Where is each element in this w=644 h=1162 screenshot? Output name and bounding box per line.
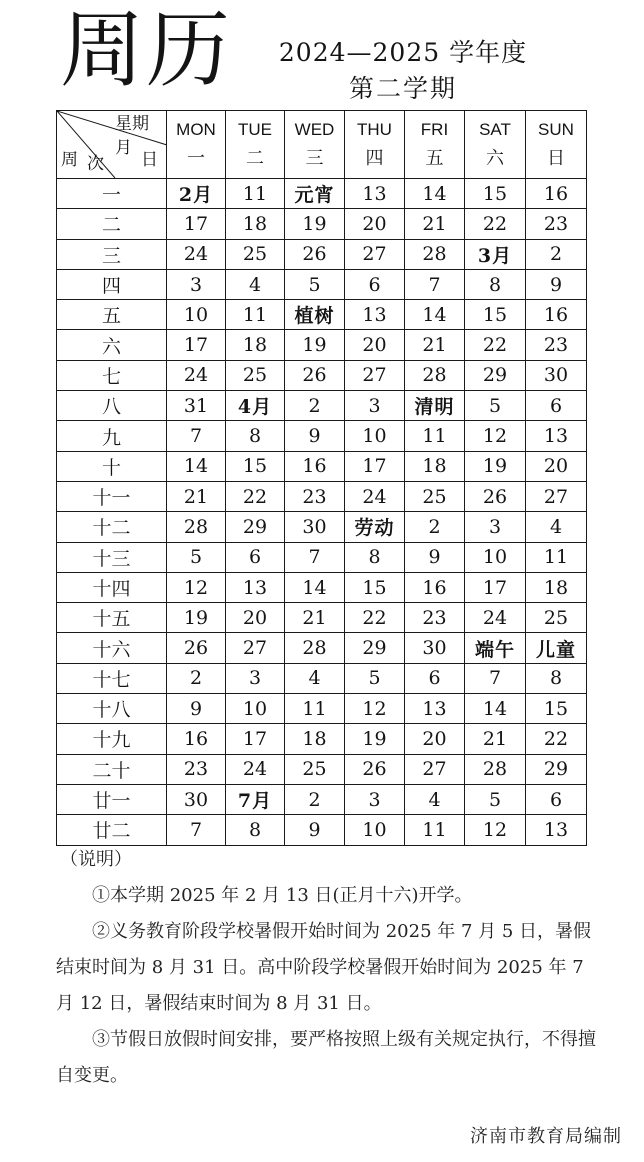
corner-zhou: 周 — [61, 150, 78, 170]
date-cell: 清明 — [405, 391, 465, 421]
date-cell: 12 — [465, 421, 526, 451]
date-cell: 20 — [345, 209, 405, 239]
date-cell: 27 — [226, 633, 285, 663]
date-cell: 端午 — [465, 633, 526, 663]
term-label: 第二学期 — [348, 74, 457, 103]
date-cell: 21 — [465, 724, 526, 754]
week-row — [57, 391, 587, 421]
date-cell: 26 — [285, 239, 345, 269]
date-cell: 8 — [345, 542, 405, 572]
date-cell: 25 — [226, 239, 285, 269]
date-cell: 11 — [405, 815, 465, 845]
week-number-cell: 四 — [57, 269, 167, 299]
date-cell: 28 — [465, 754, 526, 784]
week-row — [57, 300, 587, 330]
header-row — [57, 111, 587, 179]
week-row — [57, 694, 587, 724]
week-number-cell: 九 — [57, 421, 167, 451]
date-cell: 30 — [167, 784, 226, 814]
date-cell: 9 — [167, 694, 226, 724]
date-cell: 12 — [345, 694, 405, 724]
week-number-cell: 廿二 — [57, 815, 167, 845]
week-row — [57, 542, 587, 572]
date-cell: 13 — [405, 694, 465, 724]
date-cell: 6 — [405, 663, 465, 693]
note-item: ①本学期 2025 年 2 月 13 日(正月十六)开学。 — [92, 885, 473, 906]
day-header-mon: MON 一 — [167, 111, 226, 179]
week-number-cell: 十三 — [57, 542, 167, 572]
date-cell: 2月 — [167, 179, 226, 209]
date-cell: 3 — [167, 269, 226, 299]
date-cell: 30 — [405, 633, 465, 663]
date-cell: 21 — [285, 603, 345, 633]
date-cell: 22 — [526, 724, 587, 754]
date-cell: 8 — [465, 269, 526, 299]
date-cell: 21 — [167, 481, 226, 511]
date-cell: 17 — [345, 451, 405, 481]
week-row — [57, 512, 587, 542]
week-number-cell: 十二 — [57, 512, 167, 542]
date-cell: 17 — [167, 209, 226, 239]
corner-yue: 月 — [115, 138, 132, 158]
date-cell: 14 — [465, 694, 526, 724]
date-cell: 24 — [226, 754, 285, 784]
date-cell: 25 — [526, 603, 587, 633]
date-cell: 5 — [465, 784, 526, 814]
date-cell: 18 — [526, 572, 587, 602]
date-cell: 18 — [226, 330, 285, 360]
date-cell: 22 — [345, 603, 405, 633]
date-cell: 17 — [226, 724, 285, 754]
week-number-cell: 二十 — [57, 754, 167, 784]
date-cell: 17 — [167, 330, 226, 360]
date-cell: 16 — [285, 451, 345, 481]
date-cell: 14 — [405, 179, 465, 209]
date-cell: 13 — [345, 179, 405, 209]
date-cell: 20 — [526, 451, 587, 481]
date-cell: 18 — [285, 724, 345, 754]
date-cell: 28 — [167, 512, 226, 542]
date-cell: 11 — [526, 542, 587, 572]
date-cell: 9 — [405, 542, 465, 572]
date-cell: 12 — [167, 572, 226, 602]
date-cell: 15 — [465, 300, 526, 330]
date-cell: 22 — [465, 330, 526, 360]
week-row — [57, 754, 587, 784]
date-cell: 27 — [345, 360, 405, 390]
week-row — [57, 330, 587, 360]
date-cell: 15 — [345, 572, 405, 602]
week-number-cell: 廿一 — [57, 784, 167, 814]
corner-ri: 日 — [141, 150, 158, 170]
date-cell: 25 — [226, 360, 285, 390]
date-cell: 26 — [167, 633, 226, 663]
date-cell: 12 — [465, 815, 526, 845]
week-calendar-table — [56, 110, 587, 846]
date-cell: 20 — [405, 724, 465, 754]
note-item: ③节假日放假时间安排，要严格按照上级有关规定执行，不得擅自变更。 — [56, 1029, 596, 1086]
date-cell: 31 — [167, 391, 226, 421]
date-cell: 6 — [526, 391, 587, 421]
date-cell: 元宵 — [285, 179, 345, 209]
date-cell: 3 — [345, 391, 405, 421]
corner-xingqi: 星期 — [115, 114, 149, 134]
date-cell: 16 — [405, 572, 465, 602]
date-cell: 5 — [345, 663, 405, 693]
date-cell: 21 — [405, 330, 465, 360]
week-row — [57, 663, 587, 693]
date-cell: 10 — [465, 542, 526, 572]
date-cell: 2 — [405, 512, 465, 542]
date-cell: 17 — [465, 572, 526, 602]
date-cell: 24 — [167, 360, 226, 390]
week-row — [57, 179, 587, 209]
date-cell: 4 — [405, 784, 465, 814]
date-cell: 16 — [167, 724, 226, 754]
date-cell: 30 — [526, 360, 587, 390]
date-cell: 7 — [167, 421, 226, 451]
page-title: 周历 — [60, 1, 233, 99]
date-cell: 23 — [167, 754, 226, 784]
date-cell: 6 — [345, 269, 405, 299]
date-cell: 3 — [345, 784, 405, 814]
week-number-cell: 六 — [57, 330, 167, 360]
date-cell: 2 — [167, 663, 226, 693]
date-cell: 23 — [526, 330, 587, 360]
day-header-wed: WED 三 — [285, 111, 345, 179]
week-number-cell: 十五 — [57, 603, 167, 633]
week-number-cell: 十四 — [57, 572, 167, 602]
date-cell: 植树 — [285, 300, 345, 330]
date-cell: 2 — [285, 784, 345, 814]
week-number-cell: 十七 — [57, 663, 167, 693]
date-cell: 25 — [405, 481, 465, 511]
date-cell: 11 — [405, 421, 465, 451]
date-cell: 11 — [226, 300, 285, 330]
date-cell: 8 — [526, 663, 587, 693]
week-number-cell: 三 — [57, 239, 167, 269]
date-cell: 儿童 — [526, 633, 587, 663]
corner-ci: 次 — [87, 154, 104, 174]
date-cell: 23 — [285, 481, 345, 511]
week-row — [57, 451, 587, 481]
date-cell: 20 — [226, 603, 285, 633]
date-cell: 4 — [285, 663, 345, 693]
date-cell: 15 — [465, 179, 526, 209]
date-cell: 7 — [405, 269, 465, 299]
week-number-cell: 十 — [57, 451, 167, 481]
notes-section — [56, 842, 596, 1094]
date-cell: 26 — [465, 481, 526, 511]
date-cell: 9 — [285, 421, 345, 451]
date-cell: 3 — [465, 512, 526, 542]
date-cell: 29 — [345, 633, 405, 663]
date-cell: 19 — [465, 451, 526, 481]
date-cell: 7 — [465, 663, 526, 693]
date-cell: 8 — [226, 421, 285, 451]
date-cell: 3月 — [465, 239, 526, 269]
date-cell: 9 — [526, 269, 587, 299]
day-header-sun: SUN 日 — [526, 111, 587, 179]
week-row — [57, 815, 587, 845]
date-cell: 8 — [226, 815, 285, 845]
calendar-body — [57, 179, 587, 846]
day-header-fri: FRI 五 — [405, 111, 465, 179]
corner-header-cell — [57, 111, 167, 179]
date-cell: 14 — [285, 572, 345, 602]
date-cell: 11 — [226, 179, 285, 209]
date-cell: 7月 — [226, 784, 285, 814]
date-cell: 5 — [465, 391, 526, 421]
date-cell: 13 — [226, 572, 285, 602]
date-cell: 19 — [167, 603, 226, 633]
date-cell: 4月 — [226, 391, 285, 421]
week-row — [57, 360, 587, 390]
date-cell: 18 — [405, 451, 465, 481]
date-cell: 16 — [526, 300, 587, 330]
date-cell: 23 — [405, 603, 465, 633]
date-cell: 11 — [285, 694, 345, 724]
date-cell: 7 — [167, 815, 226, 845]
date-cell: 5 — [167, 542, 226, 572]
date-cell: 23 — [526, 209, 587, 239]
week-number-cell: 二 — [57, 209, 167, 239]
day-header-sat: SAT 六 — [465, 111, 526, 179]
week-row — [57, 724, 587, 754]
day-header-thu: THU 四 — [345, 111, 405, 179]
date-cell: 14 — [405, 300, 465, 330]
week-number-cell: 十八 — [57, 694, 167, 724]
date-cell: 28 — [285, 633, 345, 663]
date-cell: 10 — [345, 421, 405, 451]
date-cell: 7 — [285, 542, 345, 572]
date-cell: 22 — [465, 209, 526, 239]
date-cell: 13 — [345, 300, 405, 330]
date-cell: 2 — [526, 239, 587, 269]
date-cell: 10 — [226, 694, 285, 724]
date-cell: 24 — [345, 481, 405, 511]
date-cell: 15 — [526, 694, 587, 724]
date-cell: 26 — [285, 360, 345, 390]
publisher-credit: 济南市教育局编制 — [470, 1126, 622, 1147]
date-cell: 28 — [405, 360, 465, 390]
date-cell: 25 — [285, 754, 345, 784]
week-number-cell: 七 — [57, 360, 167, 390]
date-cell: 18 — [226, 209, 285, 239]
academic-year: 2024—2025 学年度 — [278, 38, 528, 67]
week-row — [57, 209, 587, 239]
week-row — [57, 481, 587, 511]
week-row — [57, 572, 587, 602]
week-row — [57, 784, 587, 814]
date-cell: 4 — [526, 512, 587, 542]
date-cell: 30 — [285, 512, 345, 542]
date-cell: 10 — [345, 815, 405, 845]
date-cell: 28 — [405, 239, 465, 269]
date-cell: 19 — [345, 724, 405, 754]
week-row — [57, 269, 587, 299]
note-item: ②义务教育阶段学校暑假开始时间为 2025 年 7 月 5 日，暑假结束时间为 8 月 31 日。高中阶段学校暑假开始时间为 2025 年 7 月 12 日，暑假结束时间为 8 月 31 日。 — [56, 921, 592, 1014]
week-number-cell: 十一 — [57, 481, 167, 511]
date-cell: 13 — [526, 815, 587, 845]
date-cell: 16 — [526, 179, 587, 209]
date-cell: 24 — [167, 239, 226, 269]
date-cell: 27 — [526, 481, 587, 511]
week-number-cell: 八 — [57, 391, 167, 421]
week-number-cell: 五 — [57, 300, 167, 330]
date-cell: 24 — [465, 603, 526, 633]
date-cell: 13 — [526, 421, 587, 451]
date-cell: 15 — [226, 451, 285, 481]
date-cell: 劳动 — [345, 512, 405, 542]
date-cell: 6 — [226, 542, 285, 572]
date-cell: 21 — [405, 209, 465, 239]
week-number-cell: 十九 — [57, 724, 167, 754]
date-cell: 29 — [526, 754, 587, 784]
date-cell: 27 — [405, 754, 465, 784]
date-cell: 4 — [226, 269, 285, 299]
date-cell: 19 — [285, 330, 345, 360]
date-cell: 22 — [226, 481, 285, 511]
date-cell: 3 — [226, 663, 285, 693]
week-number-cell: 十六 — [57, 633, 167, 663]
date-cell: 20 — [345, 330, 405, 360]
date-cell: 14 — [167, 451, 226, 481]
date-cell: 29 — [226, 512, 285, 542]
date-cell: 29 — [465, 360, 526, 390]
notes-heading: （说明） — [60, 849, 132, 870]
week-row — [57, 421, 587, 451]
week-row — [57, 603, 587, 633]
date-cell: 10 — [167, 300, 226, 330]
date-cell: 26 — [345, 754, 405, 784]
date-cell: 2 — [285, 391, 345, 421]
date-cell: 6 — [526, 784, 587, 814]
date-cell: 5 — [285, 269, 345, 299]
date-cell: 27 — [345, 239, 405, 269]
week-number-cell: 一 — [57, 179, 167, 209]
date-cell: 9 — [285, 815, 345, 845]
day-header-tue: TUE 二 — [226, 111, 285, 179]
date-cell: 19 — [285, 209, 345, 239]
week-row — [57, 239, 587, 269]
week-row — [57, 633, 587, 663]
